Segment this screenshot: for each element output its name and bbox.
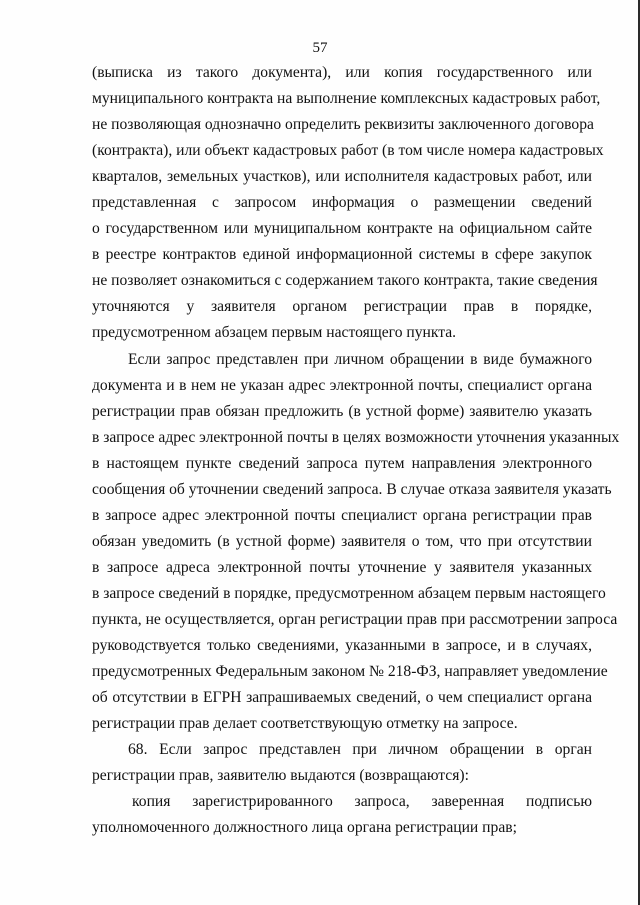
page-number: 57 [312,40,328,56]
text-line: не позволяющая однозначно определить реквизиты заключенного договора [92,116,594,134]
text-line: об отсутствии в ЕГРН запрашиваемых сведений, о чем специалист органа [92,689,592,707]
text-line: муниципального контракта на выполнение комплексных кадастровых работ, [92,90,601,108]
text-line: в запросе сведений в порядке, предусмотренном абзацем первым настоящего [92,584,606,602]
text-line: представленная с запросом информация о размещении сведений [92,194,592,212]
text-line: Если запрос представлен при личном обращении в виде бумажного [128,350,592,368]
text-line: пункта, не осуществляется, орган регистрации прав при рассмотрении запроса [92,610,618,628]
text-line: регистрации прав, заявителю выдаются (возвращаются): [92,767,469,785]
text-line: в запросе адреса электронной почты уточнение у заявителя указанных [92,558,592,576]
text-line: (выписка из такого документа), или копия государственного или [92,64,592,81]
text-line: о государственном или муниципальном контракте на официальном сайте [92,220,592,238]
text-line: руководствуется только сведениями, указанными в запросе, и в случаях, [92,637,592,655]
text-line: 68. Если запрос представлен при личном обращении в орган [128,741,592,759]
text-line: в реестре контрактов единой информационной системы в сфере закупок [92,246,592,264]
document-body [92,60,620,841]
text-line: предусмотренных Федеральным законом № 218-ФЗ, направляет уведомление [92,663,608,681]
text-line: в настоящем пункте сведений запроса путем направления электронного [92,454,592,472]
text-line: регистрации прав делает соответствующую отметку на запросе. [92,715,518,733]
text-line: уточняются у заявителя органом регистрации прав в порядке, [92,298,592,316]
text-line: кварталов, земельных участков), или исполнителя кадастровых работ, или [92,168,592,186]
text-line: (контракта), или объект кадастровых работ (в том числе номера кадастровых [92,142,604,160]
text-line: сообщения об уточнении сведений запроса. В случае отказа заявителя указать [92,480,612,498]
text-line: копия зарегистрированного запроса, заверенная подписью [132,793,592,811]
text-line: документа и в нем не указан адрес электронной почты, специалист органа [92,376,592,394]
text-line: не позволяет ознакомиться с содержанием такого контракта, такие сведения [92,272,598,290]
text-line: уполномоченного должностного лица органа регистрации прав; [92,819,517,837]
text-line: обязан уведомить (в устной форме) заявителя о том, что при отсутствии [92,532,592,550]
text-line: в запросе адрес электронной почты в целях возможности уточнения указанных [92,428,620,446]
text-line: предусмотренном абзацем первым настоящего пункта. [92,324,457,342]
text-line: регистрации прав обязан предложить (в устной форме) заявителю указать [92,402,592,420]
text-line: в запросе адрес электронной почты специалист органа регистрации прав [92,506,592,524]
